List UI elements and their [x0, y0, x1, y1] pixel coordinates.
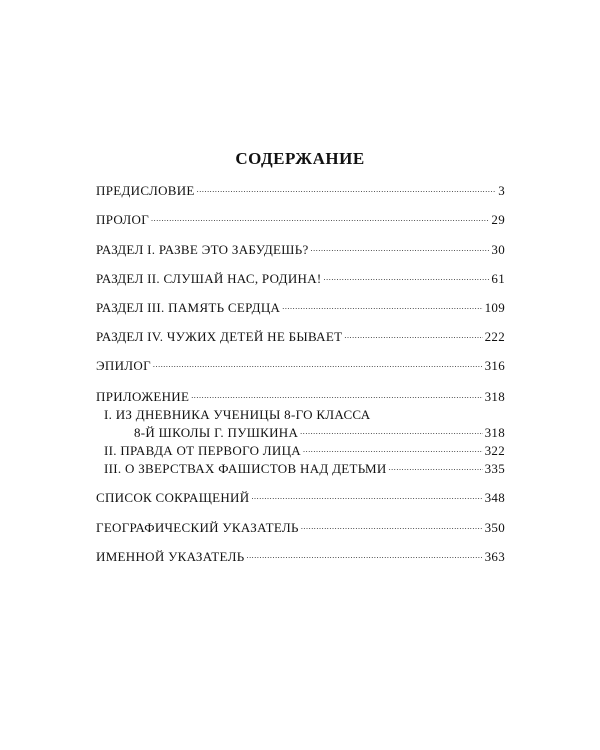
toc-entry[interactable] [96, 269, 505, 287]
toc-entry[interactable] [96, 488, 505, 506]
page-title: СОДЕРЖАНИЕ [235, 149, 365, 168]
toc-entry-label: РАЗДЕЛ IV. ЧУЖИХ ДЕТЕЙ НЕ БЫВАЕТ [96, 329, 343, 344]
toc-entry-page: 29 [491, 212, 505, 227]
toc-entry-page: 109 [484, 300, 505, 315]
toc-entry-label: СПИСОК СОКРАЩЕНИЙ [96, 490, 250, 505]
toc-entry-page: 61 [491, 271, 505, 286]
toc-entry[interactable] [96, 518, 505, 536]
toc-entry-page: 316 [484, 358, 505, 373]
toc-subentry[interactable] [104, 405, 505, 423]
toc-entry[interactable] [96, 547, 505, 565]
toc-entry[interactable] [96, 298, 505, 316]
toc-entry[interactable] [96, 387, 505, 405]
toc-subentry[interactable] [104, 459, 505, 477]
toc-entry-label: ИМЕННОЙ УКАЗАТЕЛЬ [96, 549, 245, 564]
toc-entry-page: 363 [484, 549, 505, 564]
toc-entry-label: ЭПИЛОГ [96, 358, 151, 373]
toc-entry-page: 335 [484, 461, 505, 476]
leader-dots [324, 271, 490, 287]
toc-entry-label: ГЕОГРАФИЧЕСКИЙ УКАЗАТЕЛЬ [96, 520, 299, 535]
toc-entry[interactable] [96, 240, 505, 258]
leader-dots [191, 389, 482, 405]
leader-dots [246, 549, 482, 565]
leader-dots [389, 461, 483, 477]
leader-dots [153, 358, 483, 374]
leader-dots [197, 183, 497, 199]
toc-entry-label: I. ИЗ ДНЕВНИКА УЧЕНИЦЫ 8-ГО КЛАССА [104, 407, 371, 422]
toc-subentry[interactable] [104, 441, 505, 459]
leader-dots [300, 425, 482, 441]
leader-dots [311, 242, 490, 258]
toc-entry[interactable] [96, 327, 505, 345]
toc-subentry[interactable] [134, 423, 505, 441]
toc-entry[interactable] [96, 210, 505, 228]
toc-entry[interactable] [96, 181, 505, 199]
toc-entry-label: РАЗДЕЛ I. РАЗВЕ ЭТО ЗАБУДЕШЬ? [96, 242, 309, 257]
toc-entry-page: 348 [484, 490, 505, 505]
toc-entry-label: РАЗДЕЛ III. ПАМЯТЬ СЕРДЦА [96, 300, 281, 315]
leader-dots [151, 212, 489, 228]
toc-entry-label: 8-Й ШКОЛЫ Г. ПУШКИНА [134, 425, 299, 440]
toc-entry-label: III. О ЗВЕРСТВАХ ФАШИСТОВ НАД ДЕТЬМИ [104, 461, 387, 476]
toc-entry-page: 322 [484, 443, 505, 458]
leader-dots [301, 520, 483, 536]
toc-entry-label: ПРОЛОГ [96, 212, 150, 227]
toc-entry-label: РАЗДЕЛ II. СЛУШАЙ НАС, РОДИНА! [96, 271, 322, 286]
toc-entry-page: 222 [484, 329, 505, 344]
toc-entry-page: 350 [484, 520, 505, 535]
toc-entry-label: II. ПРАВДА ОТ ПЕРВОГО ЛИЦА [104, 443, 301, 458]
leader-dots [303, 443, 483, 459]
toc-entry-page: 3 [498, 183, 505, 198]
leader-dots [344, 329, 482, 345]
toc-entry-page: 318 [484, 389, 505, 404]
toc-entry-label: ПРИЛОЖЕНИЕ [96, 389, 190, 404]
leader-dots [282, 300, 482, 316]
toc-entry-page: 30 [491, 242, 505, 257]
leader-dots [251, 490, 482, 506]
toc-entry-page: 318 [484, 425, 505, 440]
toc-entry-label: ПРЕДИСЛОВИЕ [96, 183, 195, 198]
toc-entry[interactable] [96, 356, 505, 374]
